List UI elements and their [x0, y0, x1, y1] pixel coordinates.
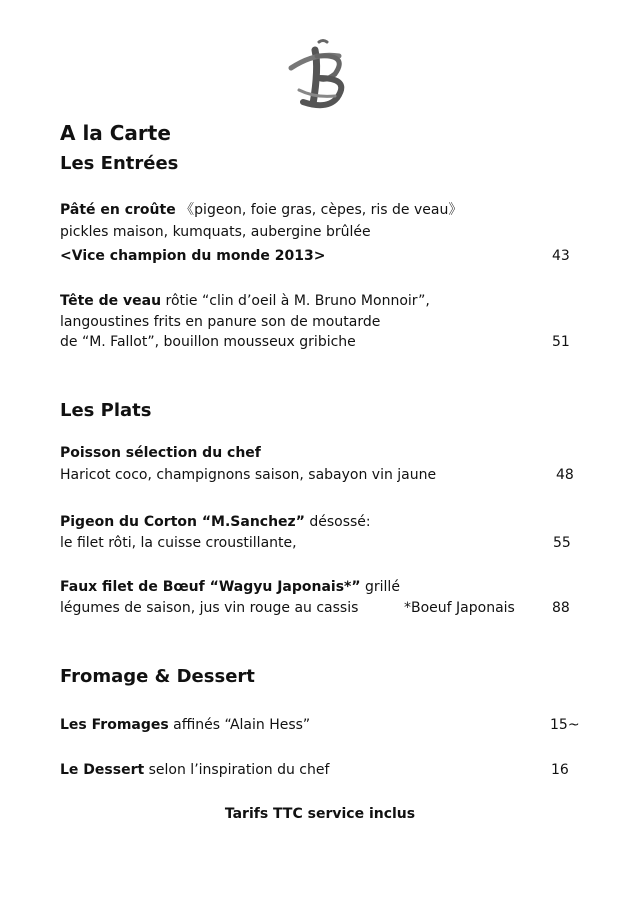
- item-description: le filet rôti, la cuisse croustillante,: [60, 535, 297, 551]
- menu-item: [60, 201, 462, 219]
- item-footnote: *Boeuf Japonais: [404, 600, 515, 616]
- menu-item: [60, 292, 430, 310]
- section-title-entrees: Les Entrées: [60, 153, 179, 174]
- menu-item: [60, 513, 371, 531]
- item-name: Poisson sélection du chef: [60, 445, 261, 461]
- item-price: 88: [552, 600, 570, 616]
- item-description: 《pigeon, foie gras, cèpes, ris de veau》: [175, 202, 463, 218]
- item-description: de “M. Fallot”, bouillon mousseux gribiche: [60, 334, 356, 350]
- item-description: légumes de saison, jus vin rouge au cassis: [60, 600, 359, 616]
- item-price: 48: [556, 467, 574, 483]
- item-description: langoustines frits en panure son de moutarde: [60, 314, 381, 330]
- menu-item: [60, 578, 400, 596]
- menu-item: [60, 761, 329, 779]
- item-description: pickles maison, kumquats, aubergine brûlée: [60, 224, 371, 240]
- item-price: 15~: [550, 717, 580, 733]
- menu-item: [60, 716, 310, 734]
- item-name: Tête de veau: [60, 293, 162, 309]
- item-description: affinés “Alain Hess”: [168, 717, 311, 733]
- section-title-dessert: Fromage & Dessert: [60, 666, 255, 687]
- item-name: Pâté en croûte: [60, 202, 176, 218]
- item-name: Le Dessert: [60, 762, 145, 778]
- item-price: 16: [551, 762, 569, 778]
- item-description: selon l’inspiration du chef: [144, 762, 330, 778]
- item-description: désossé:: [304, 514, 371, 530]
- item-price: 51: [552, 334, 570, 350]
- item-price: 43: [552, 248, 570, 264]
- menu-title: A la Carte: [60, 121, 171, 145]
- item-award: <Vice champion du monde 2013>: [60, 248, 326, 264]
- item-name: Faux filet de Bœuf “Wagyu Japonais*”: [60, 579, 361, 595]
- pricing-note: Tarifs TTC service inclus: [224, 806, 416, 822]
- brush-letter-b-logo: [285, 38, 355, 112]
- item-name: Les Fromages: [60, 717, 169, 733]
- item-description: grillé: [360, 579, 400, 595]
- item-name: Pigeon du Corton “M.Sanchez”: [60, 514, 305, 530]
- section-title-plats: Les Plats: [60, 400, 152, 421]
- item-description: rôtie “clin d’oeil à M. Bruno Monnoir”,: [161, 293, 430, 309]
- item-price: 55: [553, 535, 571, 551]
- item-description: Haricot coco, champignons saison, sabayon vin jaune: [60, 467, 437, 483]
